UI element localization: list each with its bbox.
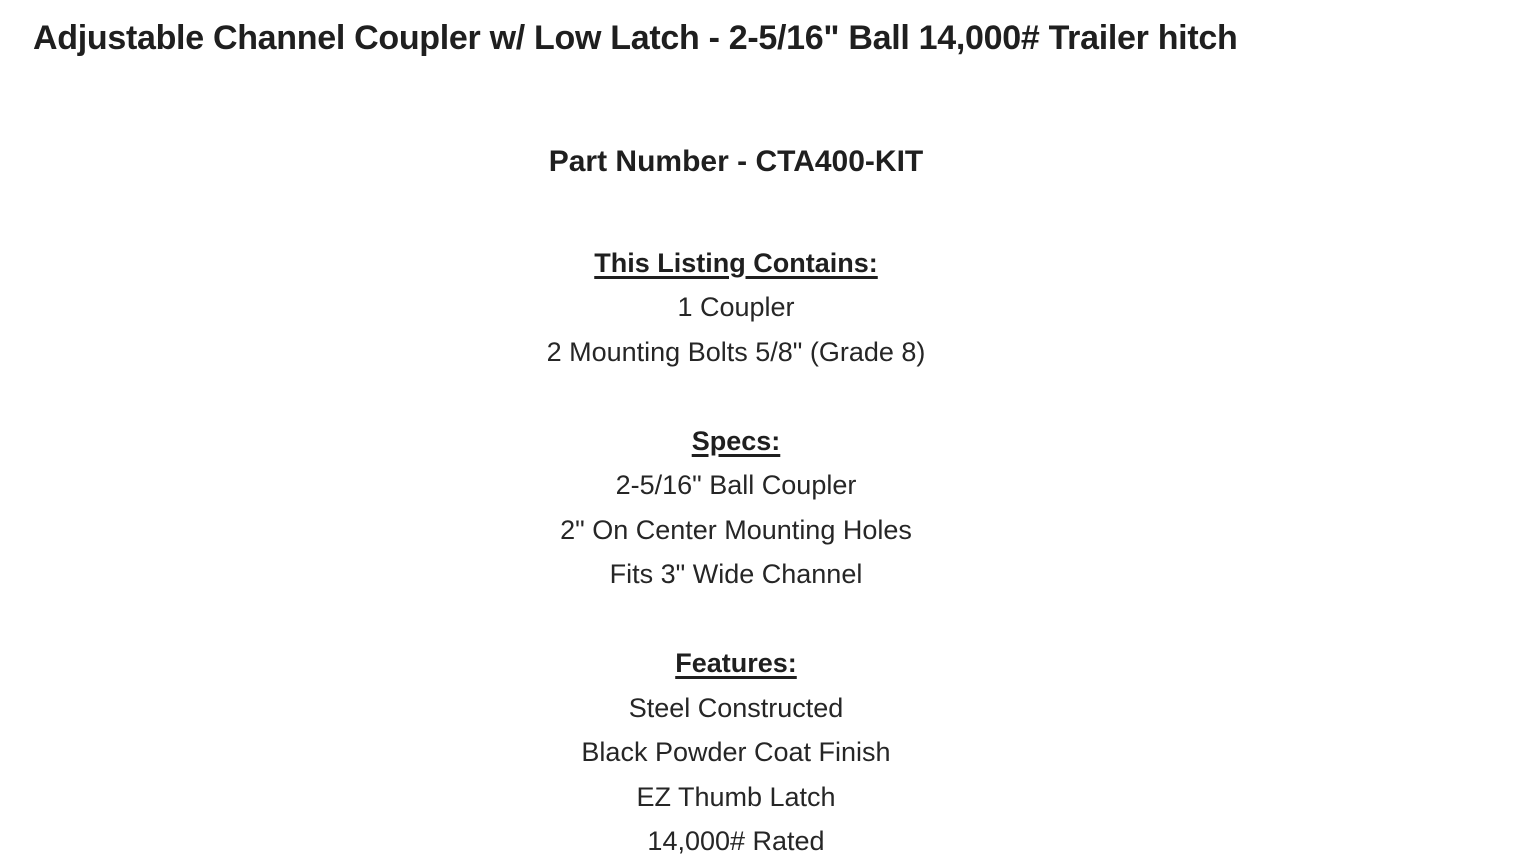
page-title: Adjustable Channel Coupler w/ Low Latch - 2-5/16" Ball 14,000# Trailer hitch xyxy=(33,19,1238,57)
section-heading-text: This Listing Contains: xyxy=(594,247,878,278)
section-heading xyxy=(0,241,1472,286)
product-details xyxy=(0,140,1472,864)
list-item: 1 Coupler xyxy=(677,292,795,322)
section-listing-contains xyxy=(0,241,1472,375)
section-features xyxy=(0,641,1472,864)
section-heading-text: Features: xyxy=(675,648,797,678)
list-item: Steel Constructed xyxy=(628,692,844,723)
section-heading xyxy=(0,419,1472,464)
section-heading xyxy=(0,641,1472,686)
product-description-page xyxy=(0,14,1472,864)
list-item: 2 Mounting Bolts 5/8" (Grade 8) xyxy=(546,336,926,367)
section-specs xyxy=(0,419,1472,597)
list-item: EZ Thumb Latch xyxy=(636,781,836,812)
list-item: 2-5/16" Ball Coupler xyxy=(615,470,857,500)
list-item: Fits 3" Wide Channel xyxy=(609,559,863,589)
list-item: Black Powder Coat Finish xyxy=(581,737,891,767)
list-item: 14,000# Rated xyxy=(647,826,825,856)
section-heading-text: Specs: xyxy=(691,425,781,456)
list-item: 2" On Center Mounting Holes xyxy=(560,514,912,545)
part-number-line: Part Number - CTA400-KIT xyxy=(548,145,924,178)
